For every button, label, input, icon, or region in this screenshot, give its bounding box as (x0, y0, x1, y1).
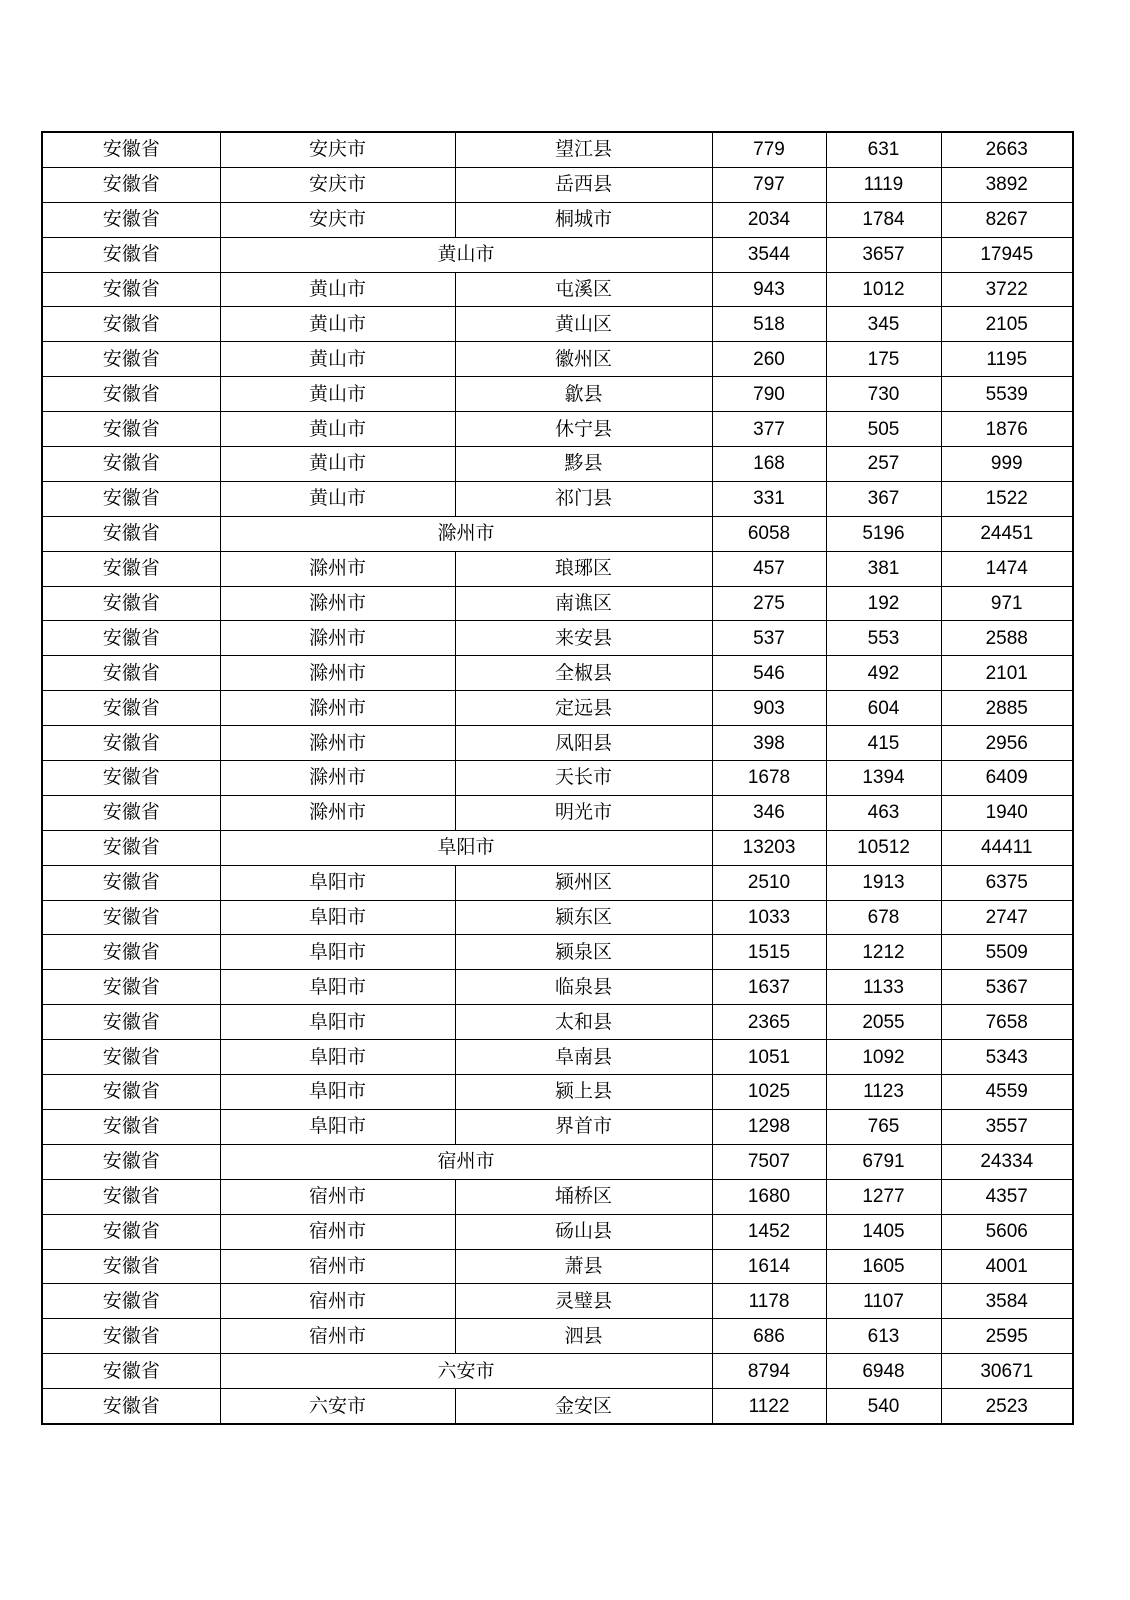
city-total-row (42, 830, 1073, 865)
city-cell: 安庆市 (220, 132, 455, 167)
value-cell-1: 8794 (712, 1354, 826, 1389)
county-cell: 全椒县 (455, 656, 712, 691)
table-row (42, 865, 1073, 900)
county-cell: 定远县 (455, 691, 712, 726)
value-cell-1: 168 (712, 447, 826, 482)
city-cell: 滁州市 (220, 795, 455, 830)
value-cell-1: 2510 (712, 865, 826, 900)
table-row (42, 307, 1073, 342)
province-cell: 安徽省 (42, 1249, 220, 1284)
county-cell: 来安县 (455, 621, 712, 656)
value-cell-3: 2588 (941, 621, 1073, 656)
value-cell-3: 1474 (941, 551, 1073, 586)
province-cell: 安徽省 (42, 830, 220, 865)
value-cell-2: 1012 (826, 272, 941, 307)
city-cell: 六安市 (220, 1389, 455, 1424)
province-cell: 安徽省 (42, 1040, 220, 1075)
city-cell: 滁州市 (220, 621, 455, 656)
value-cell-1: 790 (712, 377, 826, 412)
value-cell-1: 6058 (712, 516, 826, 551)
value-cell-2: 10512 (826, 830, 941, 865)
county-cell: 埇桥区 (455, 1179, 712, 1214)
value-cell-2: 257 (826, 447, 941, 482)
value-cell-3: 3557 (941, 1109, 1073, 1144)
value-cell-2: 613 (826, 1319, 941, 1354)
value-cell-3: 3722 (941, 272, 1073, 307)
table-body (42, 132, 1073, 1424)
county-cell: 屯溪区 (455, 272, 712, 307)
table-row (42, 412, 1073, 447)
province-cell: 安徽省 (42, 900, 220, 935)
city-cell: 滁州市 (220, 586, 455, 621)
table-row (42, 342, 1073, 377)
value-cell-2: 3657 (826, 237, 941, 272)
value-cell-2: 1092 (826, 1040, 941, 1075)
value-cell-2: 367 (826, 481, 941, 516)
province-cell: 安徽省 (42, 726, 220, 761)
table-row (42, 1075, 1073, 1110)
province-cell: 安徽省 (42, 1284, 220, 1319)
value-cell-1: 1678 (712, 761, 826, 796)
value-cell-3: 2956 (941, 726, 1073, 761)
province-cell: 安徽省 (42, 1214, 220, 1249)
city-cell: 滁州市 (220, 656, 455, 691)
value-cell-2: 505 (826, 412, 941, 447)
province-cell: 安徽省 (42, 1319, 220, 1354)
value-cell-1: 1298 (712, 1109, 826, 1144)
table-row (42, 726, 1073, 761)
value-cell-1: 1025 (712, 1075, 826, 1110)
value-cell-3: 2885 (941, 691, 1073, 726)
value-cell-2: 678 (826, 900, 941, 935)
city-cell: 黄山市 (220, 342, 455, 377)
value-cell-1: 1051 (712, 1040, 826, 1075)
value-cell-2: 1394 (826, 761, 941, 796)
province-cell: 安徽省 (42, 307, 220, 342)
city-cell: 阜阳市 (220, 865, 455, 900)
city-cell: 黄山市 (220, 377, 455, 412)
value-cell-3: 5367 (941, 970, 1073, 1005)
city-cell: 安庆市 (220, 167, 455, 202)
table-row (42, 691, 1073, 726)
province-cell: 安徽省 (42, 795, 220, 830)
value-cell-2: 631 (826, 132, 941, 167)
province-cell: 安徽省 (42, 272, 220, 307)
city-cell: 黄山市 (220, 447, 455, 482)
city-cell: 安庆市 (220, 202, 455, 237)
value-cell-3: 5539 (941, 377, 1073, 412)
statistics-table (41, 131, 1074, 1425)
value-cell-1: 1452 (712, 1214, 826, 1249)
table-row (42, 377, 1073, 412)
city-cell: 宿州市 (220, 1319, 455, 1354)
city-total-cell: 宿州市 (220, 1144, 712, 1179)
city-cell: 阜阳市 (220, 1005, 455, 1040)
value-cell-2: 1133 (826, 970, 941, 1005)
county-cell: 颍泉区 (455, 935, 712, 970)
value-cell-1: 13203 (712, 830, 826, 865)
province-cell: 安徽省 (42, 447, 220, 482)
province-cell: 安徽省 (42, 621, 220, 656)
county-cell: 徽州区 (455, 342, 712, 377)
value-cell-2: 604 (826, 691, 941, 726)
value-cell-3: 8267 (941, 202, 1073, 237)
value-cell-3: 5509 (941, 935, 1073, 970)
county-cell: 琅琊区 (455, 551, 712, 586)
value-cell-3: 971 (941, 586, 1073, 621)
value-cell-2: 765 (826, 1109, 941, 1144)
value-cell-1: 457 (712, 551, 826, 586)
city-cell: 滁州市 (220, 726, 455, 761)
city-total-cell: 阜阳市 (220, 830, 712, 865)
value-cell-2: 415 (826, 726, 941, 761)
table-row (42, 1214, 1073, 1249)
city-cell: 黄山市 (220, 412, 455, 447)
value-cell-3: 3892 (941, 167, 1073, 202)
value-cell-2: 1605 (826, 1249, 941, 1284)
county-cell: 颍州区 (455, 865, 712, 900)
county-cell: 阜南县 (455, 1040, 712, 1075)
value-cell-1: 1122 (712, 1389, 826, 1424)
city-total-row (42, 1354, 1073, 1389)
province-cell: 安徽省 (42, 412, 220, 447)
value-cell-2: 192 (826, 586, 941, 621)
table-row (42, 167, 1073, 202)
county-cell: 桐城市 (455, 202, 712, 237)
value-cell-2: 1277 (826, 1179, 941, 1214)
province-cell: 安徽省 (42, 691, 220, 726)
county-cell: 泗县 (455, 1319, 712, 1354)
value-cell-1: 1515 (712, 935, 826, 970)
value-cell-1: 1614 (712, 1249, 826, 1284)
table-row (42, 900, 1073, 935)
table-row (42, 1319, 1073, 1354)
value-cell-2: 6948 (826, 1354, 941, 1389)
value-cell-2: 730 (826, 377, 941, 412)
value-cell-1: 546 (712, 656, 826, 691)
value-cell-2: 1123 (826, 1075, 941, 1110)
value-cell-3: 6409 (941, 761, 1073, 796)
value-cell-2: 463 (826, 795, 941, 830)
city-cell: 滁州市 (220, 691, 455, 726)
city-total-cell: 六安市 (220, 1354, 712, 1389)
province-cell: 安徽省 (42, 551, 220, 586)
table-row (42, 795, 1073, 830)
value-cell-3: 5343 (941, 1040, 1073, 1075)
value-cell-3: 6375 (941, 865, 1073, 900)
county-cell: 砀山县 (455, 1214, 712, 1249)
value-cell-2: 6791 (826, 1144, 941, 1179)
value-cell-1: 260 (712, 342, 826, 377)
table-row (42, 1249, 1073, 1284)
city-cell: 滁州市 (220, 551, 455, 586)
county-cell: 凤阳县 (455, 726, 712, 761)
city-total-row (42, 516, 1073, 551)
province-cell: 安徽省 (42, 377, 220, 412)
table-row (42, 586, 1073, 621)
province-cell: 安徽省 (42, 970, 220, 1005)
table-row (42, 1040, 1073, 1075)
city-cell: 宿州市 (220, 1284, 455, 1319)
city-cell: 黄山市 (220, 481, 455, 516)
city-cell: 阜阳市 (220, 1109, 455, 1144)
table-row (42, 272, 1073, 307)
value-cell-1: 275 (712, 586, 826, 621)
value-cell-3: 24334 (941, 1144, 1073, 1179)
province-cell: 安徽省 (42, 761, 220, 796)
county-cell: 祁门县 (455, 481, 712, 516)
county-cell: 岳西县 (455, 167, 712, 202)
value-cell-3: 4001 (941, 1249, 1073, 1284)
value-cell-3: 1876 (941, 412, 1073, 447)
province-cell: 安徽省 (42, 935, 220, 970)
city-cell: 阜阳市 (220, 935, 455, 970)
county-cell: 黟县 (455, 447, 712, 482)
city-total-cell: 滁州市 (220, 516, 712, 551)
value-cell-3: 2523 (941, 1389, 1073, 1424)
value-cell-3: 1522 (941, 481, 1073, 516)
table-row (42, 970, 1073, 1005)
value-cell-1: 346 (712, 795, 826, 830)
value-cell-2: 1405 (826, 1214, 941, 1249)
county-cell: 灵璧县 (455, 1284, 712, 1319)
value-cell-1: 7507 (712, 1144, 826, 1179)
county-cell: 南谯区 (455, 586, 712, 621)
city-cell: 阜阳市 (220, 1075, 455, 1110)
table-row (42, 761, 1073, 796)
table-row (42, 656, 1073, 691)
province-cell: 安徽省 (42, 1179, 220, 1214)
county-cell: 黄山区 (455, 307, 712, 342)
province-cell: 安徽省 (42, 342, 220, 377)
value-cell-2: 381 (826, 551, 941, 586)
province-cell: 安徽省 (42, 1354, 220, 1389)
province-cell: 安徽省 (42, 1109, 220, 1144)
value-cell-1: 3544 (712, 237, 826, 272)
value-cell-2: 2055 (826, 1005, 941, 1040)
city-total-row (42, 237, 1073, 272)
value-cell-2: 553 (826, 621, 941, 656)
province-cell: 安徽省 (42, 1005, 220, 1040)
county-cell: 临泉县 (455, 970, 712, 1005)
table-row (42, 551, 1073, 586)
county-cell: 歙县 (455, 377, 712, 412)
table-row (42, 1284, 1073, 1319)
province-cell: 安徽省 (42, 865, 220, 900)
city-total-row (42, 1144, 1073, 1179)
value-cell-1: 537 (712, 621, 826, 656)
value-cell-1: 398 (712, 726, 826, 761)
value-cell-2: 492 (826, 656, 941, 691)
value-cell-1: 943 (712, 272, 826, 307)
county-cell: 望江县 (455, 132, 712, 167)
value-cell-3: 2747 (941, 900, 1073, 935)
province-cell: 安徽省 (42, 202, 220, 237)
city-cell: 宿州市 (220, 1214, 455, 1249)
table-row (42, 621, 1073, 656)
value-cell-3: 1195 (941, 342, 1073, 377)
value-cell-1: 1033 (712, 900, 826, 935)
county-cell: 明光市 (455, 795, 712, 830)
value-cell-2: 1784 (826, 202, 941, 237)
province-cell: 安徽省 (42, 1389, 220, 1424)
city-cell: 滁州市 (220, 761, 455, 796)
value-cell-3: 5606 (941, 1214, 1073, 1249)
county-cell: 天长市 (455, 761, 712, 796)
value-cell-3: 2663 (941, 132, 1073, 167)
city-cell: 黄山市 (220, 307, 455, 342)
county-cell: 颍上县 (455, 1075, 712, 1110)
city-cell: 宿州市 (220, 1179, 455, 1214)
province-cell: 安徽省 (42, 1144, 220, 1179)
county-cell: 颍东区 (455, 900, 712, 935)
value-cell-2: 5196 (826, 516, 941, 551)
county-cell: 太和县 (455, 1005, 712, 1040)
table-row (42, 447, 1073, 482)
value-cell-1: 377 (712, 412, 826, 447)
county-cell: 萧县 (455, 1249, 712, 1284)
province-cell: 安徽省 (42, 481, 220, 516)
value-cell-3: 2101 (941, 656, 1073, 691)
value-cell-3: 4357 (941, 1179, 1073, 1214)
table-row (42, 935, 1073, 970)
value-cell-2: 540 (826, 1389, 941, 1424)
value-cell-1: 518 (712, 307, 826, 342)
table-row (42, 481, 1073, 516)
value-cell-1: 797 (712, 167, 826, 202)
value-cell-2: 345 (826, 307, 941, 342)
county-cell: 金安区 (455, 1389, 712, 1424)
province-cell: 安徽省 (42, 586, 220, 621)
table-row (42, 202, 1073, 237)
county-cell: 界首市 (455, 1109, 712, 1144)
value-cell-1: 903 (712, 691, 826, 726)
table-row (42, 1179, 1073, 1214)
value-cell-1: 1680 (712, 1179, 826, 1214)
city-cell: 宿州市 (220, 1249, 455, 1284)
county-cell: 休宁县 (455, 412, 712, 447)
value-cell-1: 686 (712, 1319, 826, 1354)
value-cell-3: 1940 (941, 795, 1073, 830)
value-cell-2: 1107 (826, 1284, 941, 1319)
city-cell: 黄山市 (220, 272, 455, 307)
province-cell: 安徽省 (42, 237, 220, 272)
value-cell-2: 1212 (826, 935, 941, 970)
province-cell: 安徽省 (42, 1075, 220, 1110)
value-cell-1: 1178 (712, 1284, 826, 1319)
value-cell-1: 2365 (712, 1005, 826, 1040)
value-cell-3: 999 (941, 447, 1073, 482)
value-cell-2: 175 (826, 342, 941, 377)
value-cell-3: 44411 (941, 830, 1073, 865)
value-cell-2: 1119 (826, 167, 941, 202)
table-row (42, 132, 1073, 167)
city-cell: 阜阳市 (220, 1040, 455, 1075)
province-cell: 安徽省 (42, 167, 220, 202)
value-cell-1: 331 (712, 481, 826, 516)
table-row (42, 1389, 1073, 1424)
value-cell-3: 17945 (941, 237, 1073, 272)
city-total-cell: 黄山市 (220, 237, 712, 272)
city-cell: 阜阳市 (220, 900, 455, 935)
value-cell-3: 7658 (941, 1005, 1073, 1040)
table-row (42, 1109, 1073, 1144)
value-cell-3: 2105 (941, 307, 1073, 342)
value-cell-1: 1637 (712, 970, 826, 1005)
value-cell-3: 4559 (941, 1075, 1073, 1110)
value-cell-3: 30671 (941, 1354, 1073, 1389)
value-cell-1: 779 (712, 132, 826, 167)
value-cell-3: 2595 (941, 1319, 1073, 1354)
province-cell: 安徽省 (42, 656, 220, 691)
value-cell-3: 24451 (941, 516, 1073, 551)
value-cell-1: 2034 (712, 202, 826, 237)
value-cell-3: 3584 (941, 1284, 1073, 1319)
value-cell-2: 1913 (826, 865, 941, 900)
table-row (42, 1005, 1073, 1040)
province-cell: 安徽省 (42, 516, 220, 551)
city-cell: 阜阳市 (220, 970, 455, 1005)
province-cell: 安徽省 (42, 132, 220, 167)
